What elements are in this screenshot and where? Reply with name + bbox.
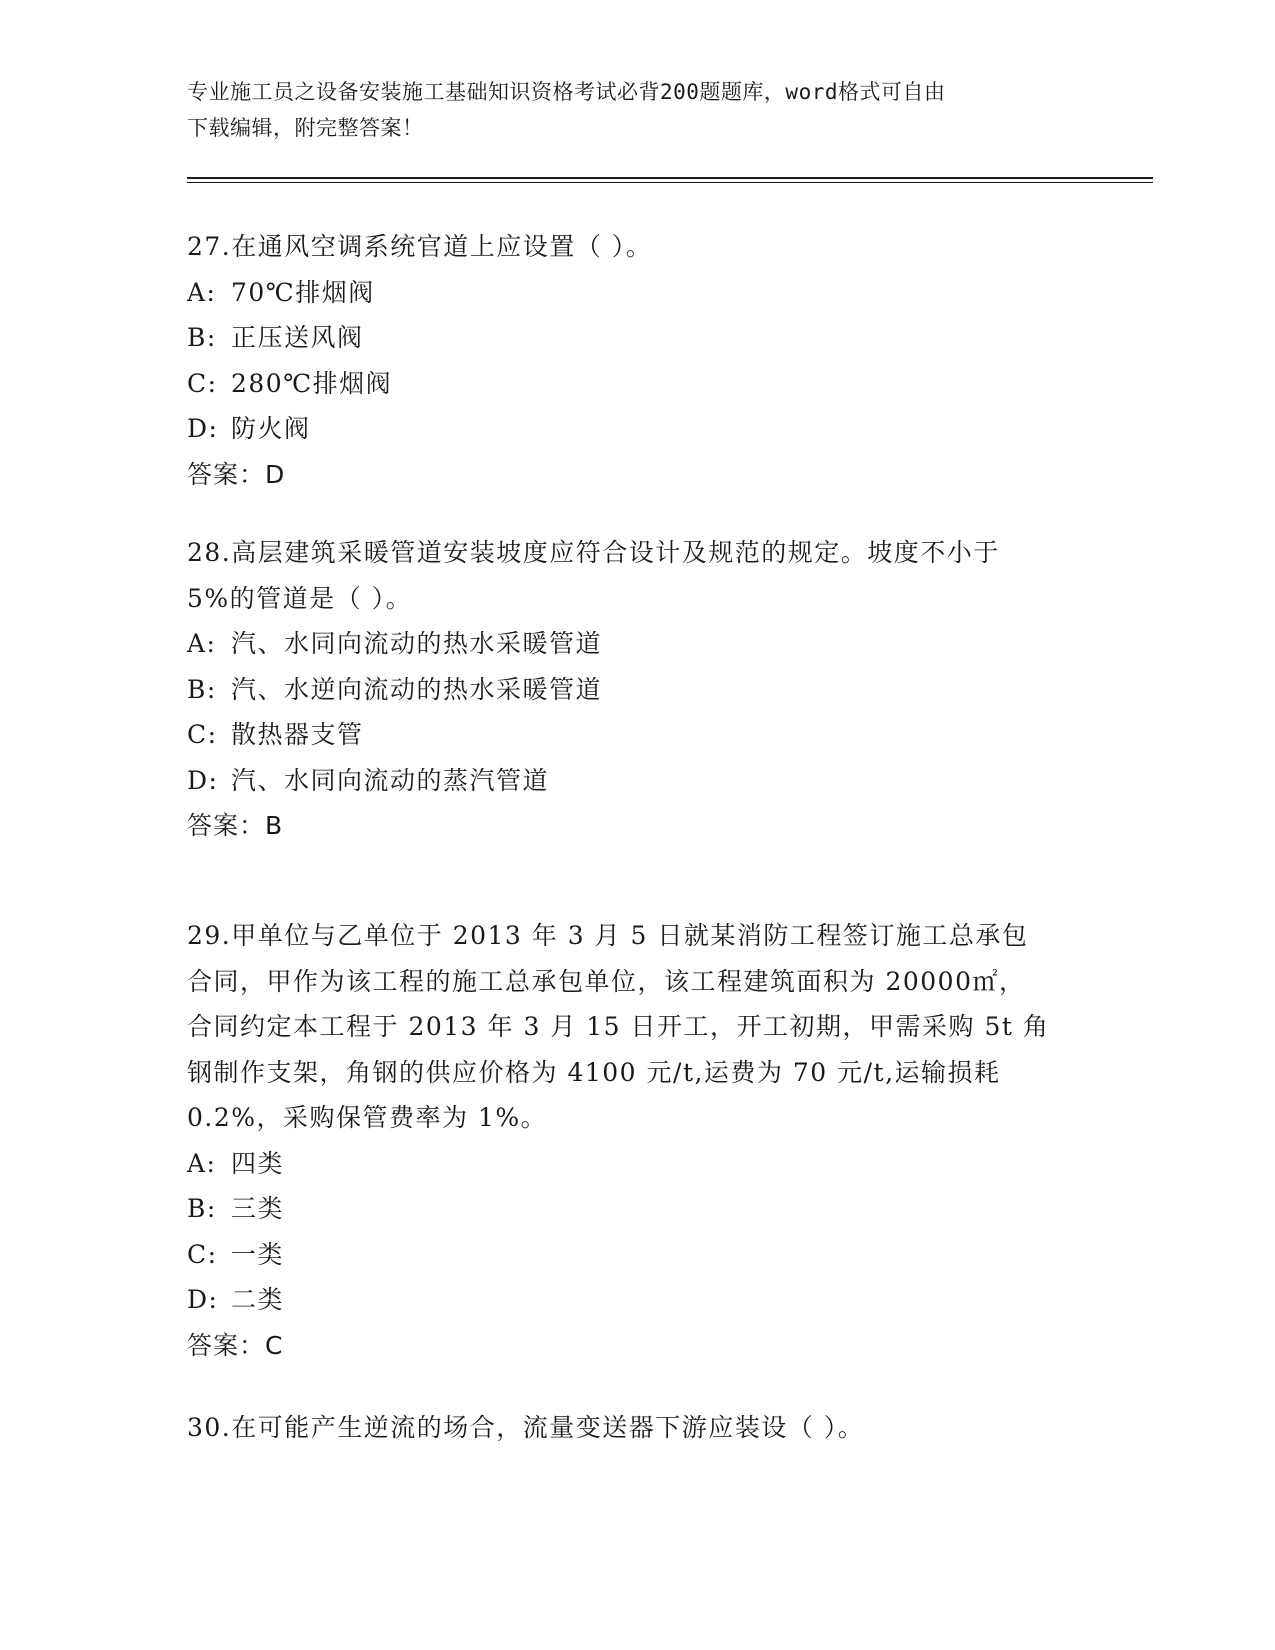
option-label: A:	[187, 1148, 217, 1178]
question-stem-line-1: 29.甲单位与乙单位于 2013 年 3 月 5 日就某消防工程签订施工总承包	[187, 921, 1029, 950]
document-header	[187, 74, 1067, 146]
option-text: 70℃排烟阀	[231, 277, 375, 307]
option-text: 散热器支管	[231, 720, 364, 749]
option-a	[187, 1141, 1087, 1187]
answer-line: 答案：D	[187, 459, 286, 489]
option-label: C:	[187, 1239, 218, 1269]
question-stem: 27.在通风空调系统官道上应设置（ ）。	[187, 232, 653, 261]
option-d	[187, 758, 1087, 804]
option-label: D:	[187, 765, 219, 795]
option-d	[187, 406, 1087, 452]
option-c	[187, 1232, 1087, 1278]
question-28	[187, 530, 1087, 849]
option-text: 汽、水逆向流动的热水采暖管道	[231, 674, 603, 704]
question-stem: 30.在可能产生逆流的场合，流量变送器下游应装设（ ）。	[187, 1413, 865, 1442]
option-label: A:	[187, 277, 217, 307]
option-label: A:	[187, 629, 217, 658]
option-a	[187, 621, 1087, 667]
option-label: B:	[187, 674, 217, 704]
question-stem-line-3: 合同约定本工程于 2013 年 3 月 15 日开工，开工初期，甲需采购 5t 角	[187, 1012, 1050, 1041]
option-label: B:	[187, 323, 217, 352]
answer-line: 答案：C	[187, 1330, 284, 1360]
option-label: D:	[187, 1285, 219, 1314]
option-text: 四类	[231, 1148, 285, 1178]
question-stem-line-2: 5%的管道是（ ）。	[187, 583, 413, 613]
option-label: C:	[187, 368, 218, 398]
option-text: 防火阀	[231, 414, 311, 443]
option-text: 正压送风阀	[231, 323, 364, 352]
question-27	[187, 224, 1087, 497]
option-c	[187, 712, 1087, 758]
option-b	[187, 315, 1087, 361]
option-text: 280℃排烟阀	[231, 368, 393, 398]
question-stem-line-2: 合同，甲作为该工程的施工总承包单位，该工程建筑面积为 20000㎡，	[187, 966, 1026, 996]
header-line-1: 专业施工员之设备安装施工基础知识资格考试必背200题题库，word格式可自由	[187, 80, 946, 104]
option-text: 汽、水同向流动的热水采暖管道	[231, 629, 603, 658]
option-d	[187, 1277, 1087, 1323]
option-label: D:	[187, 414, 219, 443]
option-text: 二类	[231, 1285, 285, 1314]
option-text: 一类	[231, 1239, 285, 1269]
header-divider-thick	[187, 177, 1153, 179]
header-divider-thin	[187, 182, 1153, 183]
option-a	[187, 270, 1087, 316]
question-29	[187, 913, 1087, 1368]
question-30	[187, 1405, 1087, 1451]
question-stem-line-1: 28.高层建筑采暖管道安装坡度应符合设计及规范的规定。坡度不小于	[187, 538, 1000, 567]
option-b	[187, 667, 1087, 713]
answer-line: 答案：B	[187, 811, 284, 840]
option-label: B:	[187, 1194, 217, 1223]
option-label: C:	[187, 720, 218, 749]
question-stem-line-4: 钢制作支架，角钢的供应价格为 4100 元/t,运费为 70 元/t,运输损耗	[187, 1057, 1001, 1087]
option-text: 三类	[231, 1194, 285, 1223]
option-c	[187, 361, 1087, 407]
option-text: 汽、水同向流动的蒸汽管道	[231, 765, 550, 795]
header-line-2: 下载编辑，附完整答案！	[187, 116, 424, 140]
option-b	[187, 1186, 1087, 1232]
question-stem-line-5: 0.2%，采购保管费率为 1%。	[187, 1103, 548, 1132]
